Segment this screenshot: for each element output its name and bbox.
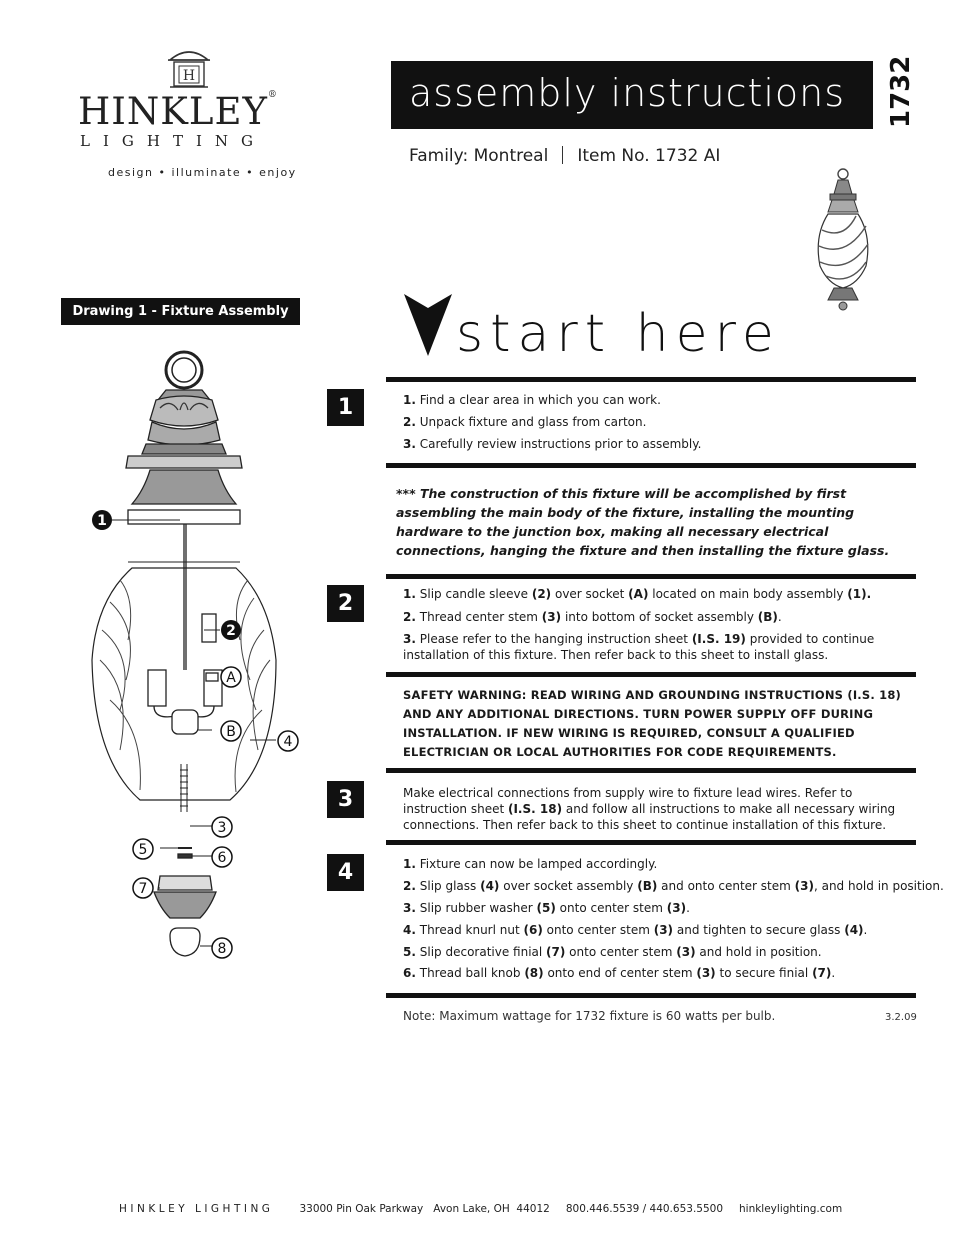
step1-line1: 1. Find a clear area in which you can work. <box>403 393 661 407</box>
callout-2 <box>219 618 243 642</box>
callout-label: 4 <box>283 734 293 750</box>
footer-address: 33000 Pin Oak Parkway Avon Lake, OH 44012 <box>299 1203 550 1215</box>
callout-8 <box>210 936 234 960</box>
step2-line2: 2. Thread center stem (3) into bottom of socket assembly (B). <box>403 610 782 624</box>
footer-brand: HINKLEY LIGHTING <box>119 1203 274 1215</box>
callout-label: 8 <box>217 941 227 957</box>
divider <box>562 146 563 164</box>
logo-tagline: design • illuminate • enjoy <box>108 166 297 179</box>
divider <box>386 574 916 579</box>
callout-4 <box>276 729 300 753</box>
logo-subtitle: LIGHTING <box>80 132 266 150</box>
step3-text: Make electrical connections from supply wire to fixture lead wires. Refer to instruction sheet (I.S. 18) and follow all instructions to make all necessary wiring connections. Then refer back to this sheet to continue installation of this fixture. <box>403 786 896 832</box>
callout-7 <box>131 876 155 900</box>
step4-line1: 1. Fixture can now be lamped accordingly. <box>403 857 658 871</box>
drawing-label: Drawing 1 - Fixture Assembly <box>61 298 300 325</box>
construction-note: *** The construction of this fixture will be accomplished by first assembling the main body of the fixture, installing the mounting hardware to the junction box, making all necessary electrical connections, hanging the fixture and then installing the fixture glass. <box>396 486 890 558</box>
step4-line3: 3. Slip rubber washer (5) onto center stem (3). <box>403 901 690 915</box>
divider <box>386 672 916 677</box>
step4-line2: 2. Slip glass (4) over socket assembly (B) and onto center stem (3), and hold in position. <box>403 879 944 893</box>
start-here-heading: start here <box>456 304 781 364</box>
step1-line2: 2. Unpack fixture and glass from carton. <box>403 415 647 429</box>
step4-line5: 5. Slip decorative finial (7) onto center stem (3) and hold in position. <box>403 945 822 959</box>
wattage-note: Note: Maximum wattage for 1732 fixture is 60 watts per bulb. <box>403 1009 776 1023</box>
callout-label: 6 <box>217 850 227 866</box>
callout-5 <box>131 837 155 861</box>
step4-line4: 4. Thread knurl nut (6) onto center stem (3) and tighten to secure glass (4). <box>403 923 868 937</box>
item-number: Item No. 1732 AI <box>577 146 721 166</box>
svg-text:H: H <box>182 68 196 84</box>
step2-line1: 1. Slip candle sleeve (2) over socket (A) located on main body assembly (1). <box>403 587 872 601</box>
footer-phone: 800.446.5539 / 440.653.5500 <box>565 1203 723 1215</box>
logo-registered-mark: ® <box>267 90 278 100</box>
callout-label: A <box>226 670 236 686</box>
divider <box>386 993 916 998</box>
step-number-2: 2 <box>327 585 364 622</box>
callout-1 <box>90 508 114 532</box>
step4-line6: 6. Thread ball knob (8) onto end of center stem (3) to secure finial (7). <box>403 966 836 980</box>
family-line <box>409 146 720 166</box>
callout-label: 2 <box>226 623 236 639</box>
step1-line3: 3. Carefully review instructions prior to assembly. <box>403 437 702 451</box>
revision-date: 3.2.09 <box>885 1012 917 1023</box>
callout-label: 1 <box>97 513 107 529</box>
callout-label: 3 <box>217 820 227 836</box>
divider <box>386 377 916 382</box>
callout-label: 5 <box>138 842 148 858</box>
footer-website: hinkleylighting.com <box>739 1203 843 1215</box>
divider <box>386 768 916 773</box>
step-number-3: 3 <box>327 781 364 818</box>
divider <box>386 463 916 468</box>
callout-6 <box>210 845 234 869</box>
logo-name: HINKLEY <box>78 90 268 133</box>
page-title: assembly instructions <box>409 71 846 115</box>
callout-a <box>219 665 243 689</box>
callout-label: 7 <box>138 881 148 897</box>
footer <box>119 1203 842 1215</box>
arrow-down-icon <box>404 294 452 356</box>
title-bar <box>391 61 873 129</box>
safety-warning: SAFETY WARNING: READ WIRING AND GROUNDING INSTRUCTIONS (I.S. 18) AND ANY ADDITIONAL DIRECTIONS. TURN POWER SUPPLY OFF DURING INSTALLATION. IF NEW WIRING IS REQUIRED, CONSULT A QUALIFIED ELECTRICIAN OR LOCAL AUTHORITIES FOR CODE REQUIREMENTS. <box>403 688 901 759</box>
model-number: 1732 <box>886 55 916 128</box>
family-name: Family: Montreal <box>409 146 549 166</box>
callout-label: B <box>226 724 236 740</box>
divider <box>386 840 916 845</box>
callout-b <box>219 719 243 743</box>
callout-3 <box>210 815 234 839</box>
fixture-assembly-drawing <box>80 340 320 970</box>
fixture-thumbnail-image <box>808 166 878 316</box>
step-number-1: 1 <box>327 389 364 426</box>
step2-line3: 3. Please refer to the hanging instruction sheet (I.S. 19) provided to continue installation of this fixture. Then refer back to this sheet to install glass. <box>403 632 875 662</box>
lantern-logo-icon <box>162 44 216 90</box>
step-number-4: 4 <box>327 854 364 891</box>
